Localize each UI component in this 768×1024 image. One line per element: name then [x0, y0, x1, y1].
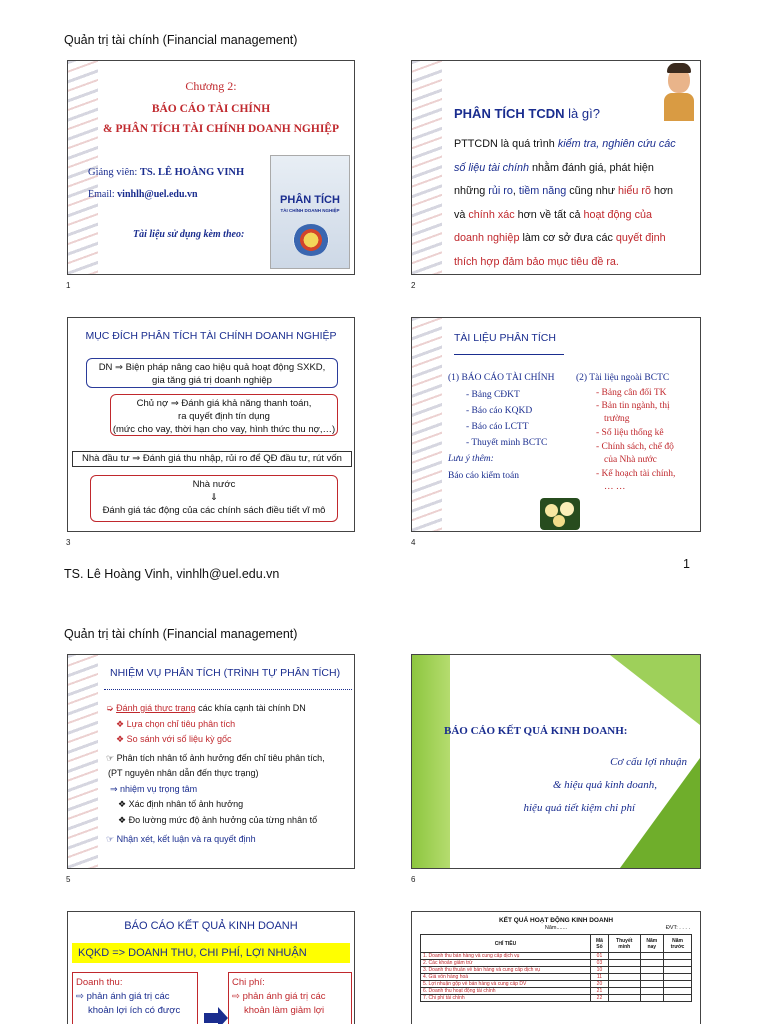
bullet-icon: ☞: [106, 834, 115, 844]
table-row: 4. Giá vốn hàng hoá 11: [421, 974, 692, 981]
table-row: 2. Các khoản giảm trừ 03: [421, 960, 692, 967]
arrow-head: [218, 1007, 228, 1024]
page-header: Quản trị tài chính (Financial management): [64, 33, 298, 47]
slide-number-4: 4: [411, 538, 416, 547]
revenue-box: Doanh thu: ⇨ phản ánh giá trị các khoản lợi ích có được: [72, 972, 198, 1024]
bullet-icon: ☞: [106, 752, 115, 763]
slide-number-3: 3: [66, 538, 71, 547]
arrow-right-icon: [204, 1013, 218, 1023]
slide-number-5: 5: [66, 875, 71, 884]
subtitle-lines: Cơ cấu lợi nhuận & hiệu quả kinh doanh, hiệu quả tiết kiệm chi phí: [523, 756, 687, 814]
slide-4: [411, 317, 701, 532]
material-note: Tài liệu sử dụng kèm theo:: [133, 229, 245, 240]
book-graphic: [293, 224, 329, 256]
flower-image: [540, 498, 580, 530]
slide-7: [67, 911, 355, 1024]
task-list: ➭ Đánh giá thực trạng các khía cạnh tài chính DN ❖ Lựa chọn chỉ tiêu phân tích ❖ So sánh với số liệu kỳ gốc ☞ Phân tích nhân tố ảnh hưởng đến chỉ tiêu phân tích, (PT nguyên nhân dẫn đến thực trạng) ⇒ nhiệm vụ trọng tâm ❖ Xác định nhân tố ảnh hưởng ❖ Đo lường mức độ ảnh hưởng của từng nhân tố ☞ Nhận xét, kết luận và ra quyết định: [106, 703, 325, 844]
box-investor: Nhà đầu tư ⇒ Đánh giá thu nhập, rủi ro để QĐ đầu tư, rút vốn: [72, 451, 352, 467]
income-statement-table: [420, 934, 692, 1002]
slide-5: [67, 654, 355, 869]
slide-2: [411, 60, 701, 275]
highlight-bar: KQKD => DOANH THU, CHI PHÍ, LỢI NHUẬN: [72, 943, 350, 963]
table-header-row: CHỈ TIÊU Mã Số Thuyết minh Năm nay Năm trước: [421, 935, 692, 953]
page-number: 1: [683, 557, 690, 571]
slide-3: [67, 317, 355, 532]
title-divider: [104, 689, 352, 690]
book-subtitle: TÀI CHÍNH DOANH NGHIỆP: [280, 208, 340, 213]
green-decor-triangle-top: [610, 655, 700, 725]
title-underline: [454, 354, 564, 355]
right-column: (2) Tài liệu ngoài BCTC - Bảng cân đối TK - Bản tin ngành, thị trường - Số liệu thống kê - Chính sách, chế độ của Nhà nước - Kế hoạch tài chính, … …: [576, 373, 676, 492]
lecturer-label: Giảng viên:: [88, 167, 138, 178]
box-business: DN ⇒ Biện pháp nâng cao hiệu quả hoạt động SXKD, gia tăng giá trị doanh nghiệp: [86, 358, 338, 388]
slide-title: [454, 106, 600, 121]
table-row: 7. Chi phí tài chính 22: [421, 995, 692, 1002]
email-value: vinhlh@uel.edu.vn: [117, 189, 198, 200]
paperclip-border: [412, 61, 442, 274]
paperclip-border: [68, 655, 98, 868]
report-title: KẾT QUẢ HOẠT ĐỘNG KINH DOANH: [498, 917, 614, 924]
slide-1: [67, 60, 355, 275]
left-column: (1) BÁO CÁO TÀI CHÍNH - Bảng CĐKT - Báo cáo KQKD - Báo cáo LCTT - Thuyết minh BCTC Lưu ý thêm: Báo cáo kiểm toán: [448, 373, 555, 481]
slide-title: BÁO CÁO KẾT QUẢ KINH DOANH: [124, 920, 298, 932]
bullet-icon: ➭: [106, 703, 114, 713]
slide-6: [411, 654, 701, 869]
slide-number-2: 2: [411, 281, 416, 290]
table-row: 5. Lợi nhuận gộp về bán hàng và cung cấp DV 20: [421, 981, 692, 988]
title-rest: là gì?: [568, 106, 600, 121]
table-row: 3. Doanh thu thuần về bán hàng và cung cấp dịch vụ 10: [421, 967, 692, 974]
lecturer-line: [88, 167, 244, 178]
title-bold: PHÂN TÍCH TCDN: [454, 106, 565, 121]
box-creditor: Chủ nợ ⇒ Đánh giá khả năng thanh toán, ra quyết định tín dụng (mức cho vay, thời hạn cho vay, hình thức thu nợ,…): [110, 394, 338, 436]
page-header-2: Quản trị tài chính (Financial management): [64, 627, 298, 641]
slide-title-line1: BÁO CÁO TÀI CHÍNH: [151, 103, 271, 115]
definition-text: PTTCDN là quá trình kiểm tra, nghiên cứu các số liệu tài chính nhằm đánh giá, phát hiện những rủi ro, tiềm năng cũng như hiểu rõ hơn và chính xác hơn về tất cả hoạt động của doanh nghiệp làm cơ sở đưa các quyết định thích hợp đảm bảo mục tiêu đề ra.: [454, 138, 676, 268]
email-label: Email:: [88, 189, 115, 200]
report-year: Năm.......: [544, 925, 568, 931]
table-row: 6. Doanh thu hoạt động tài chính 21: [421, 988, 692, 995]
email-line: [88, 189, 198, 200]
lecturer-name: TS. LÊ HOÀNG VINH: [139, 167, 245, 178]
book-cover: [270, 155, 350, 269]
slide-number-1: 1: [66, 281, 71, 290]
slide-title: NHIỆM VỤ PHÂN TÍCH (TRÌNH TỰ PHÂN TÍCH): [110, 667, 341, 679]
paperclip-border: [412, 318, 442, 531]
book-title: PHÂN TÍCH: [280, 194, 340, 206]
slide-title-line2: & PHÂN TÍCH TÀI CHÍNH DOANH NGHIỆP: [103, 123, 339, 135]
table-row: 1. Doanh thu bán hàng và cung cấp dịch vụ 01: [421, 953, 692, 960]
slide-8: [411, 911, 701, 1024]
page-footer-author: TS. Lê Hoàng Vinh, vinhlh@uel.edu.vn: [64, 567, 280, 581]
slide-title: MỤC ĐÍCH PHÂN TÍCH TÀI CHÍNH DOANH NGHIỆP: [85, 330, 337, 342]
expense-box: Chi phí: ⇨ phản ánh giá trị các khoản làm giảm lợi: [228, 972, 352, 1024]
report-unit: ĐVT: . . . .: [665, 925, 690, 931]
slide-number-6: 6: [411, 875, 416, 884]
slide-title: TÀI LIỆU PHÂN TÍCH: [454, 332, 556, 344]
slide-title: BÁO CÁO KẾT QUẢ KINH DOANH:: [444, 725, 628, 737]
chapter-label: Chương 2:: [185, 79, 237, 93]
person-photo: [660, 63, 698, 121]
box-state: Nhà nước ⇓ Đánh giá tác động của các chính sách điều tiết vĩ mô: [90, 475, 338, 522]
